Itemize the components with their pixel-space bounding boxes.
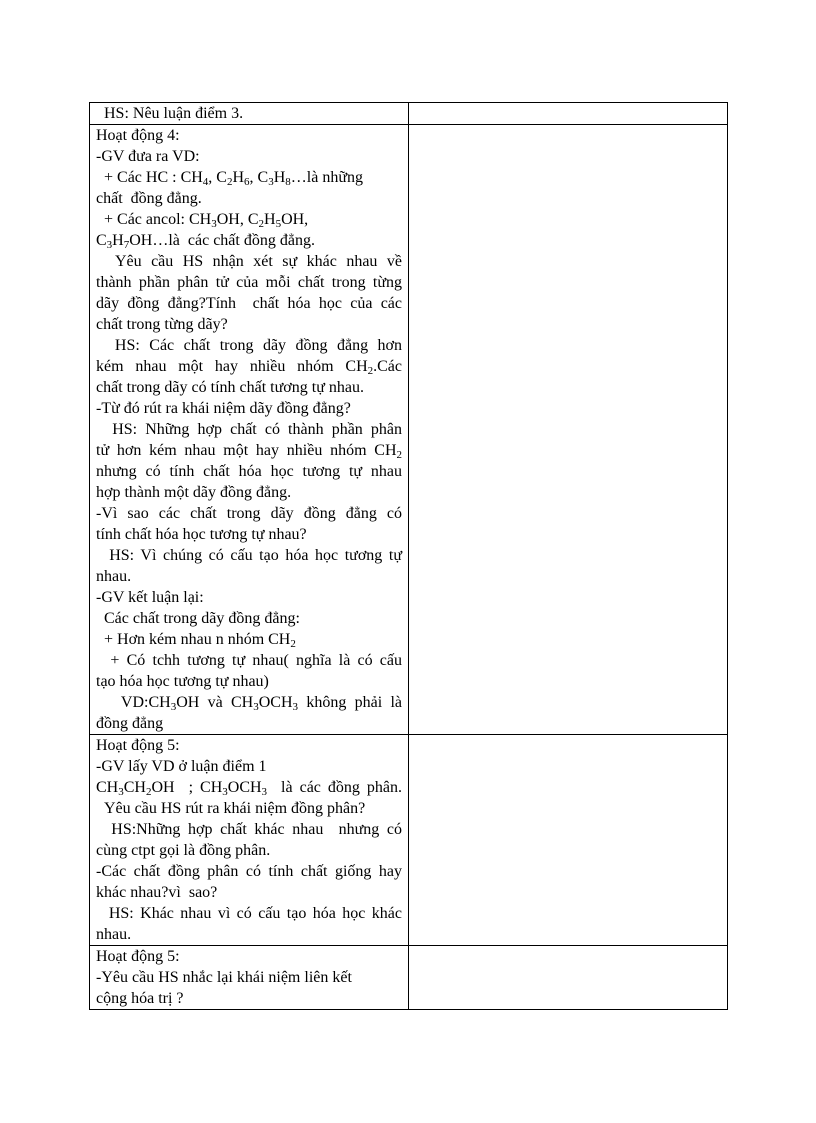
text-line: Các chất trong dãy đồng đẳng: [96, 610, 300, 627]
activity-cell [90, 735, 409, 946]
text-line: Hoạt động 4: [96, 127, 180, 144]
text-line: -Yêu cầu HS nhắc lại khái niệm liên kết [96, 969, 352, 986]
text-line: đồng đẳng [96, 715, 164, 732]
table-row [90, 946, 728, 1010]
text-line: HS: Nêu luận điểm 3. [96, 105, 244, 122]
notes-cell [409, 946, 728, 1010]
text-line: HS: Khác nhau vì có cấu tạo hóa học khác [96, 905, 402, 922]
notes-cell [409, 125, 728, 735]
text-line: kém nhau một hay nhiều nhóm $CH_2.Các$ [96, 358, 402, 377]
text-line: -Các chất đồng phân có tính chất giống hay [96, 863, 402, 880]
text-line: tính chất hóa học tương tự nhau? [96, 526, 307, 543]
text-line: -GV đưa ra VD: [96, 148, 200, 165]
text-line: Yêu cầu HS nhận xét sự khác nhau về [96, 253, 402, 270]
text-line: nhau. [96, 926, 132, 943]
text-line: $C_3H_7OH\dots là$ các chất đồng đẳng. [96, 232, 315, 251]
text-line: HS:Những hợp chất khác nhau nhưng có [96, 821, 402, 838]
text-line: -GV kết luận lại: [96, 589, 204, 606]
text-line: HS: Vì chúng có cấu tạo hóa học tương tự [96, 547, 402, 564]
table-row [90, 735, 728, 946]
text-line: khác nhau?vì sao? [96, 884, 218, 901]
lesson-table-body [90, 103, 728, 1010]
text-line: $CH_3CH_2OH$ ; $CH_3OCH_3$ là các đồng phân. [96, 779, 403, 798]
text-line: + Các ancol: $CH_3OH$, $C_2H_5OH$, [96, 211, 309, 230]
lesson-table [89, 102, 728, 1010]
table-row [90, 125, 728, 735]
activity-cell [90, 103, 409, 125]
text-line: + Có tchh tương tự nhau( nghĩa là có cấu [96, 652, 402, 669]
activity-cell [90, 125, 409, 735]
text-line: Hoạt động 5: [96, 737, 180, 754]
text-line: Hoạt động 5: [96, 948, 180, 965]
text-line: chất đồng đẳng. [96, 190, 202, 207]
notes-cell [409, 735, 728, 946]
notes-cell [409, 103, 728, 125]
activity-cell [90, 946, 409, 1010]
text-line: -GV lấy VD ở luận điểm 1 [96, 758, 267, 775]
text-line: Yêu cầu HS rút ra khái niệm đồng phân? [96, 800, 366, 817]
text-line: + Hơn kém nhau n nhóm $CH_2$ [96, 631, 296, 650]
text-line: chất trong từng dãy? [96, 316, 228, 333]
text-line: hợp thành một dãy đồng đẳng. [96, 484, 292, 501]
text-line: nhưng có tính chất hóa học tương tự nhau [96, 463, 402, 480]
text-line: HS: Các chất trong dãy đồng đẳng hơn [96, 337, 402, 354]
text-line: -Vì sao các chất trong dãy đồng đẳng có [96, 505, 402, 522]
table-row [90, 103, 728, 125]
text-line: $VD:CH_3OH$ và $CH_3OCH_3$ không phải là [96, 694, 403, 713]
text-line: chất trong dãy có tính chất tương tự nhau. [96, 379, 364, 396]
text-line: dãy đồng đẳng?Tính chất hóa học của các [96, 295, 402, 312]
text-line: HS: Những hợp chất có thành phần phân [96, 421, 402, 438]
text-line: cùng ctpt gọi là đồng phân. [96, 842, 271, 859]
text-line: cộng hóa trị ? [96, 990, 184, 1007]
text-line: + Các HC : $CH_4$, $C_2H_6$, $C_3H_8\dots là$ những [96, 169, 363, 188]
text-line: tạo hóa học tương tự nhau) [96, 673, 269, 690]
text-line: -Từ đó rút ra khái niệm dãy đồng đẳng? [96, 400, 351, 417]
text-line: thành phần phân tử của mỗi chất trong từng [96, 274, 402, 291]
text-line: nhau. [96, 568, 132, 585]
text-line: tử hơn kém nhau một hay nhiều nhóm $CH_2$ [96, 442, 402, 461]
